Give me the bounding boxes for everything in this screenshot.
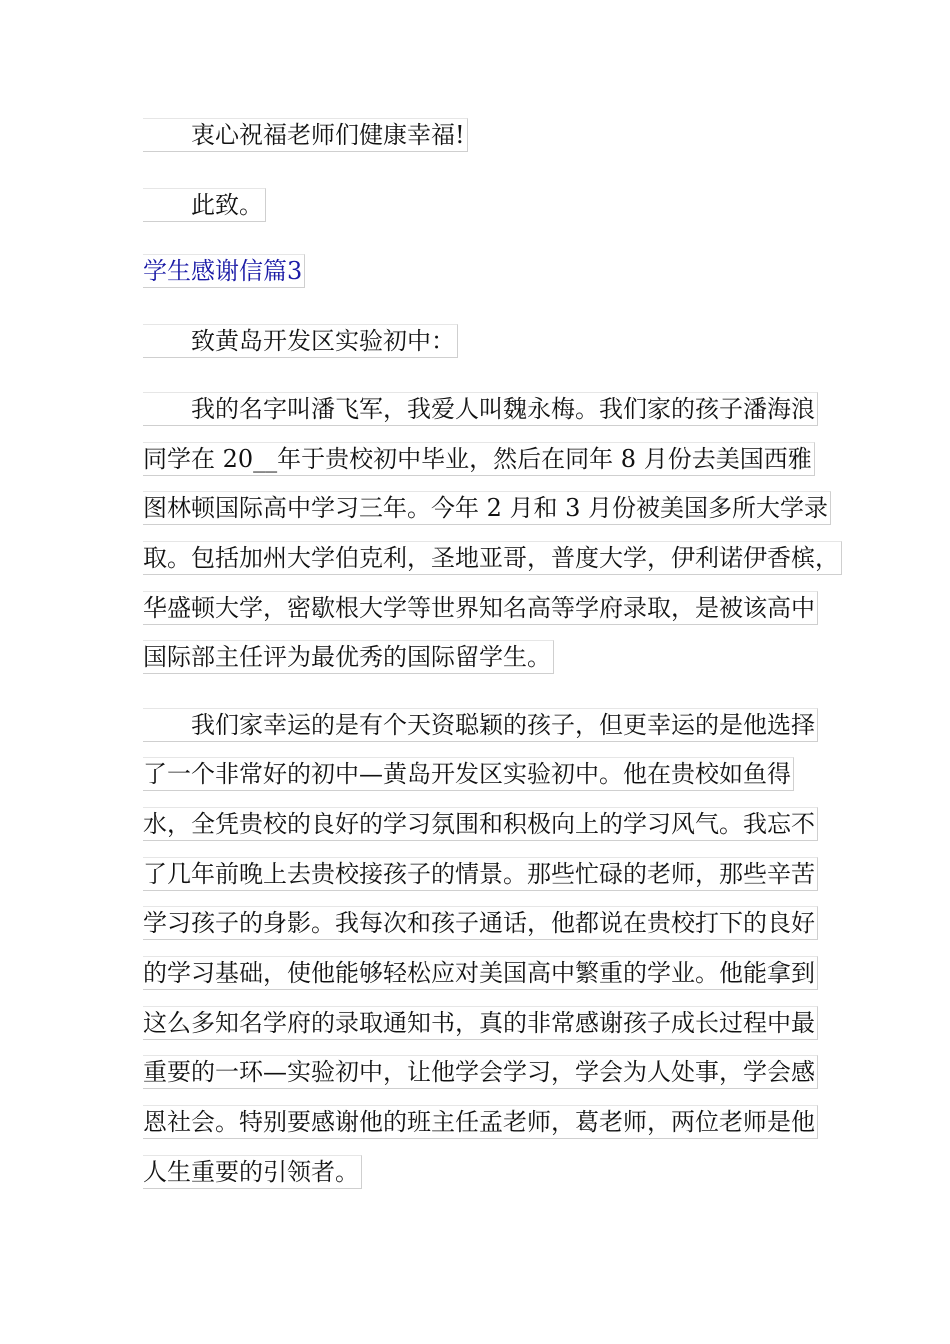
paragraph2-line: 了一个非常好的初中—黄岛开发区实验初中。他在贵校如鱼得 <box>143 757 794 791</box>
paragraph2-line: 了几年前晚上去贵校接孩子的情景。那些忙碌的老师，那些辛苦 <box>143 857 818 891</box>
paragraph2-line: 学习孩子的身影。我每次和孩子通话，他都说在贵校打下的良好 <box>143 906 818 940</box>
paragraph2-line: 的学习基础，使他能够轻松应对美国高中繁重的学业。他能拿到 <box>143 956 818 990</box>
paragraph1-line: 我的名字叫潘飞军，我爱人叫魏永梅。我们家的孩子潘海浪 <box>143 392 818 426</box>
paragraph2-line: 我们家幸运的是有个天资聪颖的孩子，但更幸运的是他选择 <box>143 708 818 742</box>
paragraph1-line: 华盛顿大学，密歇根大学等世界知名高等学府录取，是被该高中 <box>143 591 818 625</box>
closing-wish: 衷心祝福老师们健康幸福! <box>143 118 468 152</box>
paragraph2-line: 这么多知名学府的录取通知书，真的非常感谢孩子成长过程中最 <box>143 1006 818 1040</box>
paragraph1-line: 同学在 20__年于贵校初中毕业，然后在同年 8 月份去美国西雅 <box>143 442 815 476</box>
section-title: 学生感谢信篇3 <box>143 254 305 288</box>
recipient-line: 致黄岛开发区实验初中： <box>143 324 458 358</box>
paragraph2-line: 水，全凭贵校的良好的学习氛围和积极向上的学习风气。我忘不 <box>143 807 818 841</box>
closing-salute: 此致。 <box>143 188 266 222</box>
paragraph1-line: 图林顿国际高中学习三年。今年 2 月和 3 月份被美国多所大学录 <box>143 491 831 525</box>
paragraph2-line: 人生重要的引领者。 <box>143 1155 362 1189</box>
paragraph2-line: 恩社会。特别要感谢他的班主任孟老师，葛老师，两位老师是他 <box>143 1105 818 1139</box>
paragraph1-line: 取。包括加州大学伯克利，圣地亚哥，普度大学，伊利诺伊香槟， <box>143 541 842 575</box>
paragraph2-line: 重要的一环—实验初中，让他学会学习，学会为人处事，学会感 <box>143 1055 818 1089</box>
paragraph1-line: 国际部主任评为最优秀的国际留学生。 <box>143 640 554 674</box>
